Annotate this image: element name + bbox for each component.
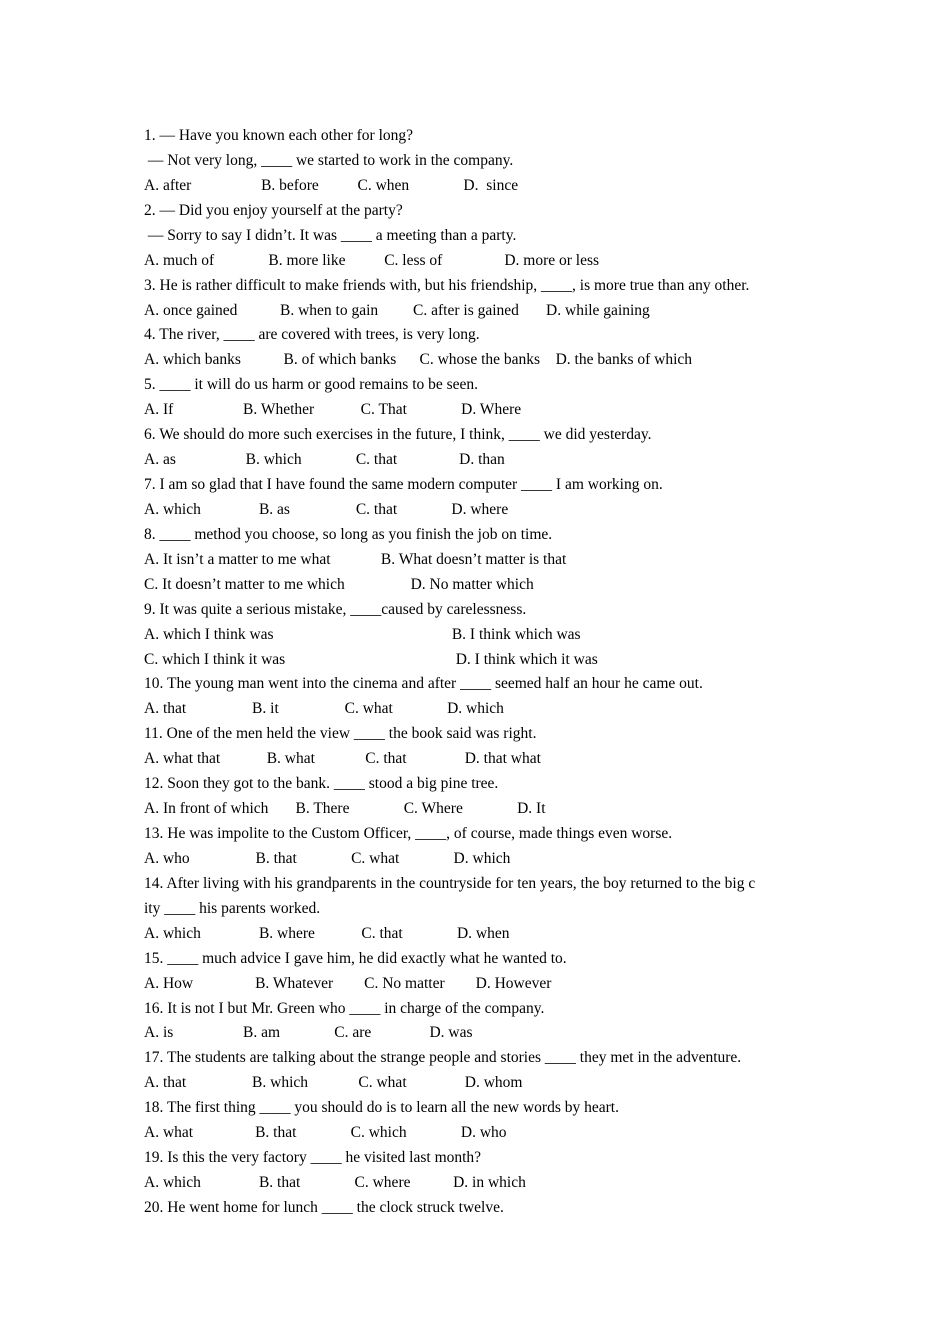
text-line: — Sorry to say I didn’t. It was ____ a meeting than a party. [144, 226, 517, 244]
text-line: 20. He went home for lunch ____ the clock struck twelve. [144, 1198, 504, 1216]
text-line: 19. Is this the very factory ____ he visited last month? [144, 1149, 482, 1167]
text-line: 17. The students are talking about the strange people and stories ____ they met in the adventure. [144, 1049, 742, 1067]
text-line: A. much of B. more like C. less of D. more or less [144, 251, 600, 269]
text-line: 2. — Did you enjoy yourself at the party? [144, 201, 403, 219]
text-line: 16. It is not I but Mr. Green who ____ in charge of the company. [144, 999, 545, 1017]
text-line: A. after B. before C. when D. since [144, 176, 519, 194]
text-line: A. that B. which C. what D. whom [144, 1074, 523, 1092]
text-line: A. In front of which B. There C. Where D. It [144, 800, 546, 818]
text-line: ity ____ his parents worked. [144, 899, 321, 917]
text-line: 9. It was quite a serious mistake, ____caused by carelessness. [144, 600, 527, 618]
text-line: A. is B. am C. are D. was [144, 1024, 473, 1042]
text-line: 5. ____ it will do us harm or good remains to be seen. [144, 376, 479, 394]
text-line: 8. ____ method you choose, so long as you finish the job on time. [144, 525, 553, 543]
text-line: 13. He was impolite to the Custom Officer, ____, of course, made things even worse. [144, 825, 673, 843]
text-line: A. what that B. what C. that D. that what [144, 750, 541, 768]
text-line: A. which banks B. of which banks C. whose the banks D. the banks of which [144, 351, 693, 369]
text-line: 18. The first thing ____ you should do is to learn all the new words by heart. [144, 1099, 619, 1117]
text-line: A. which B. as C. that D. where [144, 500, 509, 518]
text-line: A. who B. that C. what D. which [144, 849, 511, 867]
text-line: A. How B. Whatever C. No matter D. However [144, 974, 552, 992]
text-line: C. It doesn’t matter to me which D. No matter which [144, 575, 534, 593]
text-line: A. If B. Whether C. That D. Where [144, 401, 522, 419]
text-line: A. as B. which C. that D. than [144, 451, 505, 469]
text-line: 11. One of the men held the view ____ the book said was right. [144, 725, 537, 743]
text-line: 12. Soon they got to the bank. ____ stood a big pine tree. [144, 775, 499, 793]
text-line: 14. After living with his grandparents in the countryside for ten years, the boy returned to the big c [144, 874, 756, 892]
text-line: A. which B. where C. that D. when [144, 924, 510, 942]
text-line: 7. I am so glad that I have found the same modern computer ____ I am working on. [144, 476, 663, 494]
text-line: — Not very long, ____ we started to work in the company. [144, 151, 514, 169]
text-line: C. which I think it was D. I think which it was [144, 650, 598, 668]
text-line: A. It isn’t a matter to me what B. What doesn’t matter is that [144, 550, 567, 568]
text-line: 3. He is rather difficult to make friends with, but his friendship, ____, is more true than any other. [144, 276, 750, 294]
text-line: A. which B. that C. where D. in which [144, 1174, 526, 1192]
text-line: 6. We should do more such exercises in the future, I think, ____ we did yesterday. [144, 426, 652, 444]
text-line: A. that B. it C. what D. which [144, 700, 504, 718]
text-line: 10. The young man went into the cinema and after ____ seemed half an hour he came out. [144, 675, 703, 693]
text-line: 1. — Have you known each other for long? [144, 127, 414, 144]
text-line: 15. ____ much advice I gave him, he did exactly what he wanted to. [144, 949, 567, 967]
text-line: 4. The river, ____ are covered with trees, is very long. [144, 326, 480, 344]
text-line: A. which I think was B. I think which was [144, 625, 581, 643]
text-line: A. what B. that C. which D. who [144, 1124, 507, 1142]
text-line: A. once gained B. when to gain C. after is gained D. while gaining [144, 301, 650, 319]
